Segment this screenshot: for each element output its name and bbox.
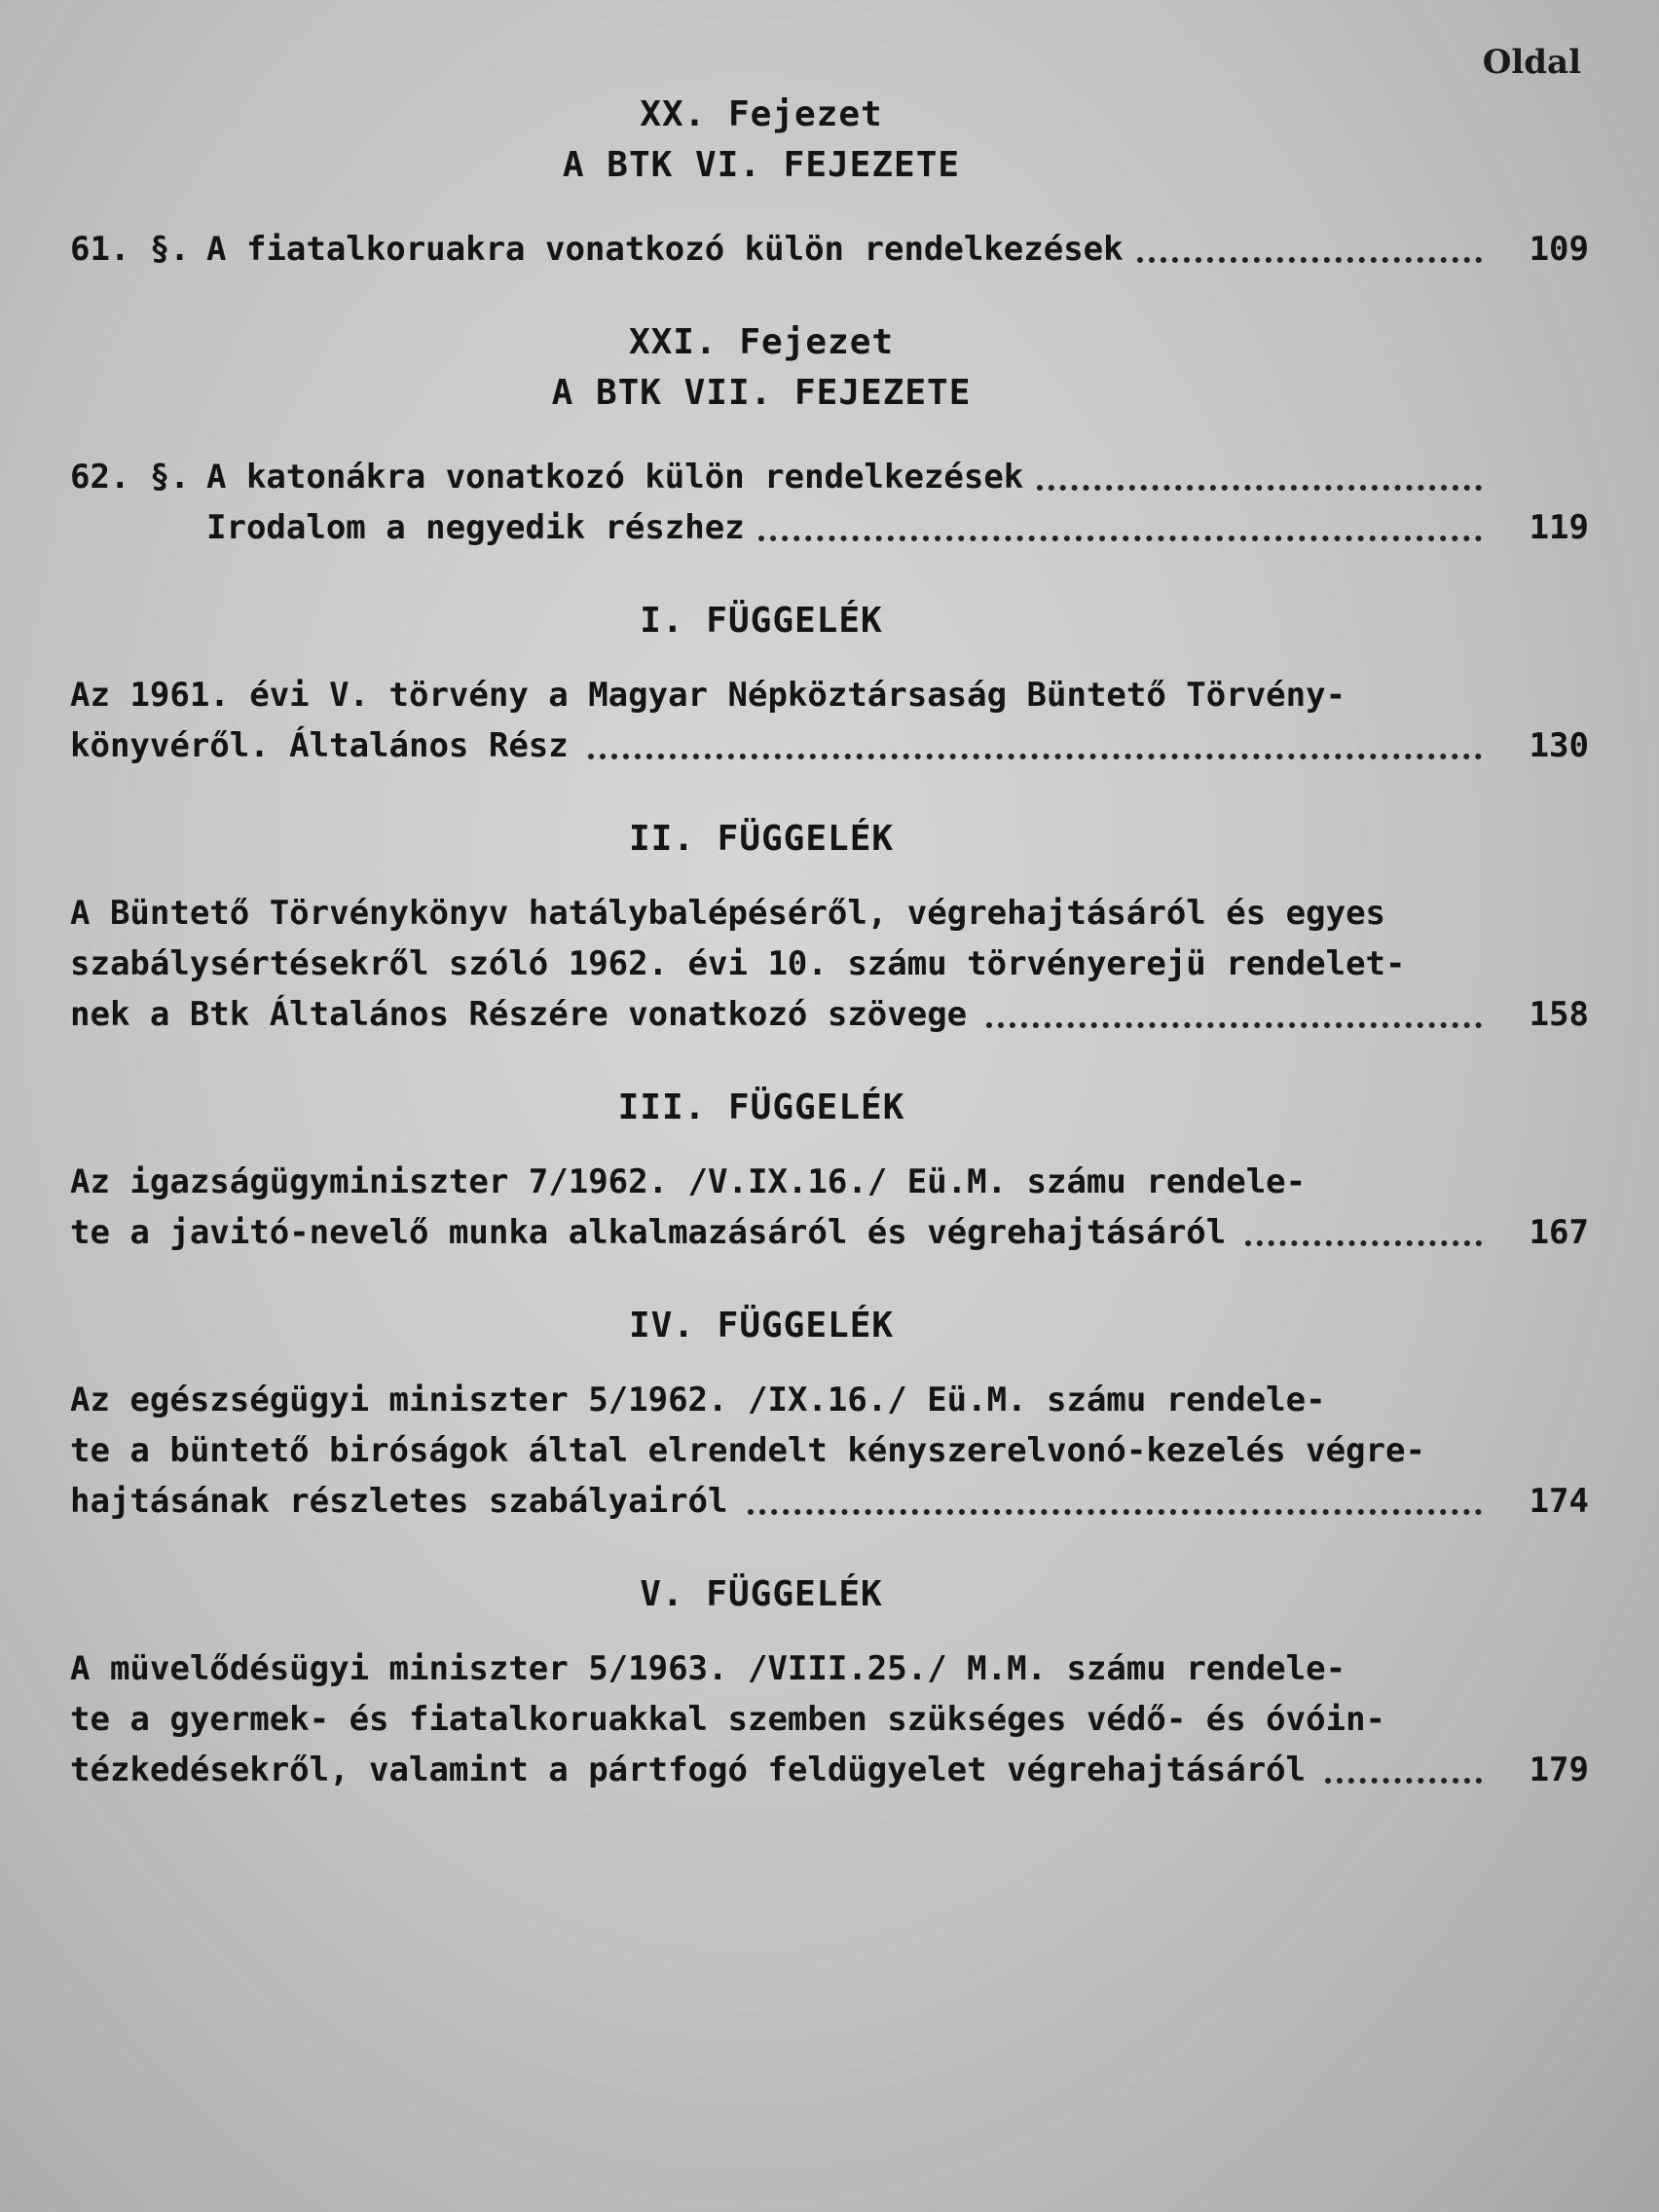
entry-line: nek a Btk Általános Részére vonatkozó szövege [70,995,968,1034]
section-number: 61. §. [70,230,190,269]
chapter-xx [70,90,1589,275]
entry-line: Az 1961. évi V. törvény a Magyar Népköztársaság Büntető Törvény- [70,676,1346,715]
appendix-title: II. FÜGGELÉK [628,819,895,859]
page-number: 109 [1529,230,1589,269]
chapter-title: XXI. Fejezet [628,322,895,362]
chapter-title: XX. Fejezet [640,94,883,134]
dot-leader [758,535,1482,541]
toc-entry[interactable] [70,1375,1589,1527]
toc-entry[interactable] [70,1157,1589,1258]
entry-title: A katonákra vonatkozó külön rendelkezések [206,458,1024,497]
section-number: 62. §. [70,458,190,497]
chapter-xxi [70,317,1589,553]
entry-line: te a gyermek- és fiatalkoruakkal szemben szükséges védő- és óvóin- [70,1700,1386,1739]
page-number: 119 [1529,508,1589,547]
page-column-label: Oldal [1482,43,1581,82]
toc-entry[interactable] [70,1643,1589,1795]
dot-leader [986,1022,1482,1028]
page-number: 130 [1529,726,1589,765]
dot-leader [1137,257,1482,263]
entry-line: tézkedésekről, valamint a pártfogó feldügyelet végrehajtásáról [70,1751,1307,1789]
entry-line: A müvelődésügyi miniszter 5/1963. /VIII.25./ M.M. számu rendele- [70,1649,1346,1688]
entry-line: Az egészségügyi miniszter 5/1962. /IX.16./ Eü.M. számu rendele- [70,1381,1326,1419]
entry-line: Az igazságügyminiszter 7/1962. /V.IX.16./ Eü.M. számu rendele- [70,1162,1307,1201]
chapter-subtitle: A BTK VII. FEJEZETE [551,373,972,413]
appendix-iii [70,1083,1589,1258]
appendix-i [70,596,1589,771]
page-number: 167 [1529,1213,1589,1252]
toc-entry[interactable] [70,452,1589,502]
entry-line: te a büntető biróságok által elrendelt kényszerelvonó-kezelés végre- [70,1431,1425,1470]
page-number: 179 [1529,1751,1589,1789]
dot-leader [748,1509,1482,1515]
table-of-contents [70,90,1589,1795]
chapter-subtitle: A BTK VI. FEJEZETE [562,145,961,185]
appendix-ii [70,814,1589,1040]
dot-leader [1037,485,1482,491]
entry-title: Irodalom a negyedik részhez [206,508,745,547]
entry-line: hajtásának részletes szabályairól [70,1482,728,1521]
toc-entry[interactable] [70,888,1589,1040]
entry-line: te a javitó-nevelő munka alkalmazásáról és végrehajtásáról [70,1213,1227,1252]
page-number: 158 [1529,995,1589,1034]
toc-entry[interactable] [70,224,1589,275]
entry-title: A fiatalkoruakra vonatkozó külön rendelkezések [206,230,1124,269]
appendix-title: IV. FÜGGELÉK [628,1306,895,1346]
toc-entry[interactable] [70,670,1589,771]
appendix-title: I. FÜGGELÉK [640,601,883,641]
toc-entry[interactable] [70,502,1589,553]
entry-line: könyvéről. Általános Rész [70,726,569,765]
dot-leader [588,754,1482,759]
dot-leader [1245,1240,1482,1246]
page-number: 174 [1529,1482,1589,1521]
appendix-v [70,1569,1589,1795]
appendix-iv [70,1301,1589,1527]
appendix-title: III. FÜGGELÉK [617,1088,905,1127]
dot-leader [1325,1778,1482,1784]
appendix-title: V. FÜGGELÉK [640,1574,883,1614]
entry-line: A Büntető Törvénykönyv hatálybalépéséről, végrehajtásáról és egyes [70,894,1386,933]
entry-line: szabálysértésekről szóló 1962. évi 10. számu törvényerejü rendelet- [70,944,1406,983]
